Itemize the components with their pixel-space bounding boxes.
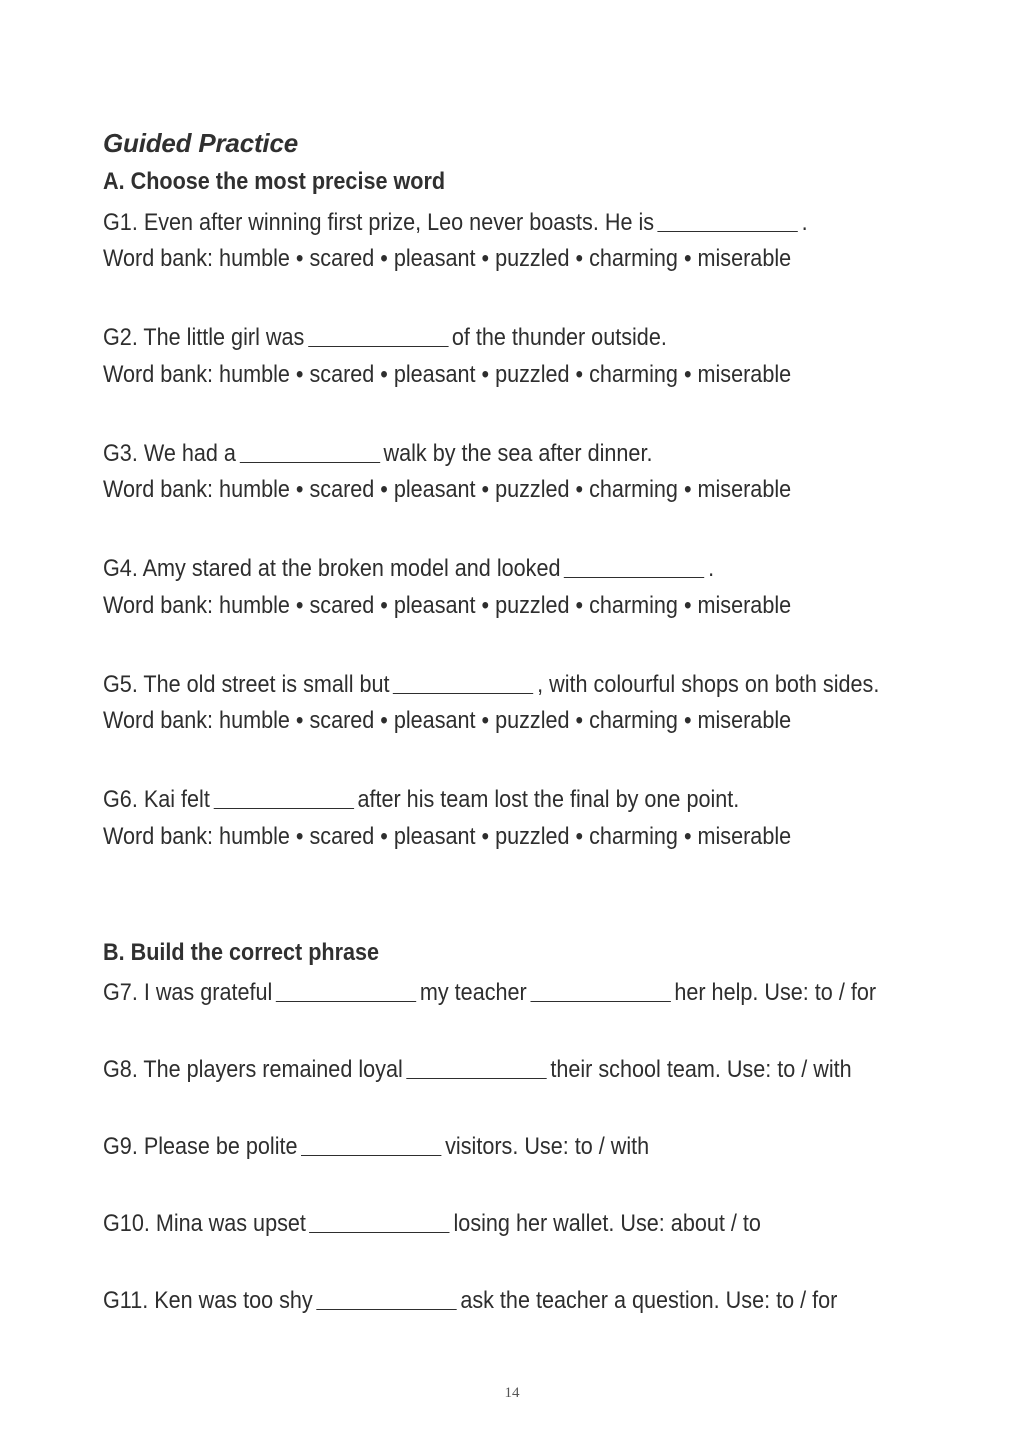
- word-bank-g2: Word bank: humble • scared • pleasant • puzzled • charming • miserable: [103, 361, 792, 388]
- question-g11: [103, 1285, 837, 1315]
- question-text-end: walk by the sea after dinner.: [383, 440, 653, 467]
- answer-blank[interactable]: [239, 440, 379, 463]
- answer-blank[interactable]: [530, 979, 670, 1002]
- question-text: G9. Please be polite: [103, 1133, 298, 1160]
- answer-blank[interactable]: [393, 671, 533, 694]
- question-g1: [103, 207, 808, 237]
- question-text-end: after his team lost the final by one point.: [357, 786, 740, 813]
- answer-blank[interactable]: [301, 1133, 441, 1156]
- word-bank-g1: Word bank: humble • scared • pleasant • puzzled • charming • miserable: [103, 245, 792, 272]
- question-text-end: .: [708, 555, 715, 582]
- word-bank-g4: Word bank: humble • scared • pleasant • puzzled • charming • miserable: [103, 592, 792, 619]
- question-text-end: her help. Use: to / for: [674, 979, 877, 1006]
- question-text-end: .: [801, 209, 808, 236]
- answer-blank[interactable]: [308, 324, 448, 347]
- answer-blank[interactable]: [406, 1056, 546, 1079]
- part-a-heading: A. Choose the most precise word: [103, 168, 446, 195]
- question-text: G2. The little girl was: [103, 324, 305, 351]
- question-text: G8. The players remained loyal: [103, 1056, 403, 1083]
- question-g7: [103, 977, 876, 1007]
- question-text: G6. Kai felt: [103, 786, 210, 813]
- question-g2: [103, 322, 667, 352]
- section-title: Guided Practice: [103, 128, 298, 158]
- question-text: G10. Mina was upset: [103, 1210, 306, 1237]
- question-text: G11. Ken was too shy: [103, 1287, 313, 1314]
- question-text: G5. The old street is small but: [103, 671, 390, 698]
- answer-blank[interactable]: [564, 555, 704, 578]
- part-b-heading: B. Build the correct phrase: [103, 939, 380, 966]
- question-text-middle: my teacher: [419, 979, 527, 1006]
- word-bank-g6: Word bank: humble • scared • pleasant • puzzled • charming • miserable: [103, 823, 792, 850]
- page-number: 14: [504, 1385, 520, 1401]
- question-g4: [103, 553, 714, 583]
- answer-blank[interactable]: [316, 1287, 456, 1310]
- question-text: G4. Amy stared at the broken model and looked: [103, 555, 561, 582]
- word-bank-g3: Word bank: humble • scared • pleasant • puzzled • charming • miserable: [103, 476, 792, 503]
- question-g5: [103, 669, 879, 699]
- answer-blank[interactable]: [213, 786, 353, 809]
- question-g8: [103, 1054, 852, 1084]
- question-text-end: their school team. Use: to / with: [550, 1056, 852, 1083]
- question-text: G3. We had a: [103, 440, 236, 467]
- question-g9: [103, 1131, 649, 1161]
- question-text-end: , with colourful shops on both sides.: [537, 671, 880, 698]
- answer-blank[interactable]: [276, 979, 416, 1002]
- question-text: G7. I was grateful: [103, 979, 273, 1006]
- word-bank-g5: Word bank: humble • scared • pleasant • puzzled • charming • miserable: [103, 707, 792, 734]
- question-text-end: losing her wallet. Use: about / to: [453, 1210, 761, 1237]
- question-text-end: ask the teacher a question. Use: to / for: [460, 1287, 838, 1314]
- question-text: G1. Even after winning first prize, Leo never boasts. He is: [103, 209, 655, 236]
- question-text-end: of the thunder outside.: [451, 324, 667, 351]
- answer-blank[interactable]: [658, 209, 798, 232]
- question-g6: [103, 784, 739, 814]
- question-text-end: visitors. Use: to / with: [445, 1133, 650, 1160]
- answer-blank[interactable]: [310, 1210, 450, 1233]
- question-g3: [103, 438, 652, 468]
- question-g10: [103, 1208, 761, 1238]
